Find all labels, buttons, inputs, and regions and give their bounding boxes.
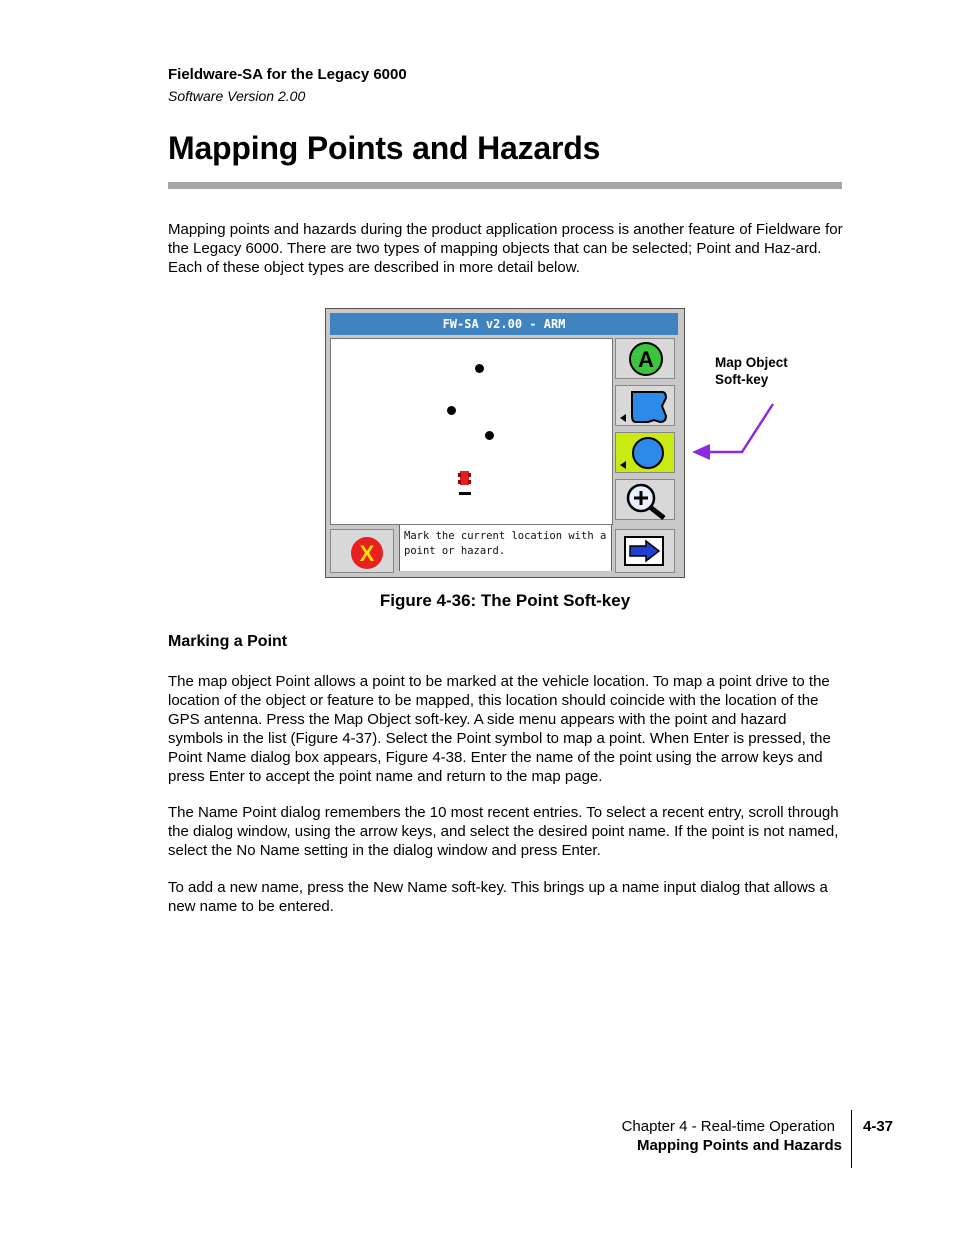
map-point [475,364,484,373]
figure-caption: Figure 4-36: The Point Soft-key [379,591,631,610]
vehicle-icon [457,469,473,497]
body-paragraph: To add a new name, press the New Name soft-key. This brings up a name input dialog that allows a new name to be entered. [168,879,828,915]
arrow-right-icon [616,530,674,572]
a-icon [616,339,676,380]
title-rule [168,182,842,189]
screen-bottom-bar [326,525,684,577]
page-title: Mapping Points and Hazards [168,130,601,166]
map-point [447,406,456,415]
cancel-softkey[interactable] [330,529,394,573]
device-screen-figure [325,308,685,578]
footer-divider [851,1110,852,1168]
callout-label: Map Object Soft-key [715,355,788,387]
next-softkey[interactable] [615,529,675,573]
hazard-shape-icon [616,386,676,427]
softkey-zoom[interactable] [615,479,675,520]
callout-arrow-icon [690,400,780,460]
page-number: 4-37 [863,1118,894,1135]
intro-paragraph: Mapping points and hazards during the product application process is another feature of Fieldware for the Legacy 6000. There are two types of mapping objects that can be selected; Point and Haz-ard. Each of these object types are described in more detail below. [168,221,843,276]
softkey-map-object[interactable] [615,432,675,473]
body-paragraph: The map object Point allows a point to be marked at the vehicle location. To map a point drive to the location of the object or feature to be mapped, this location should coincide with the location of the GPS antenna. Press the Map Object soft-key. A side menu appears with the point and hazard symbols in the list (Figure 4-37). Select the Point symbol to map a point. When Enter is pressed, the Point Name dialog box appears, Figure 4-38. Enter the name of the point using the arrow keys and press Enter to accept the point name and return to the map page. [168,673,831,785]
map-point [485,431,494,440]
softkey-hazard[interactable] [615,385,675,426]
screen-title-bar: FW-SA v2.00 - ARM [330,313,678,335]
softkey-a[interactable] [615,338,675,379]
running-header-title: Fieldware-SA for the Legacy 6000 [168,66,407,83]
map-area [330,338,613,525]
screen-message: Mark the current location with a point or hazard. [399,525,612,571]
body-paragraph: The Name Point dialog remembers the 10 most recent entries. To select a recent entry, scroll through the dialog window, using the arrow keys, and select the desired point name. If the point is not named, select the No Name setting in the dialog window and press Enter. [168,804,839,859]
section-heading: Marking a Point [168,633,288,650]
cancel-x-icon [331,530,393,572]
footer-section: Mapping Points and Hazards [636,1137,842,1154]
running-header-subtitle: Software Version 2.00 [168,88,306,104]
point-circle-icon [616,433,676,474]
svg-text:X: X [359,541,375,566]
svg-text:A: A [638,347,654,372]
footer-chapter: Chapter 4 - Real-time Operation [621,1118,835,1135]
zoom-in-icon [616,480,676,521]
